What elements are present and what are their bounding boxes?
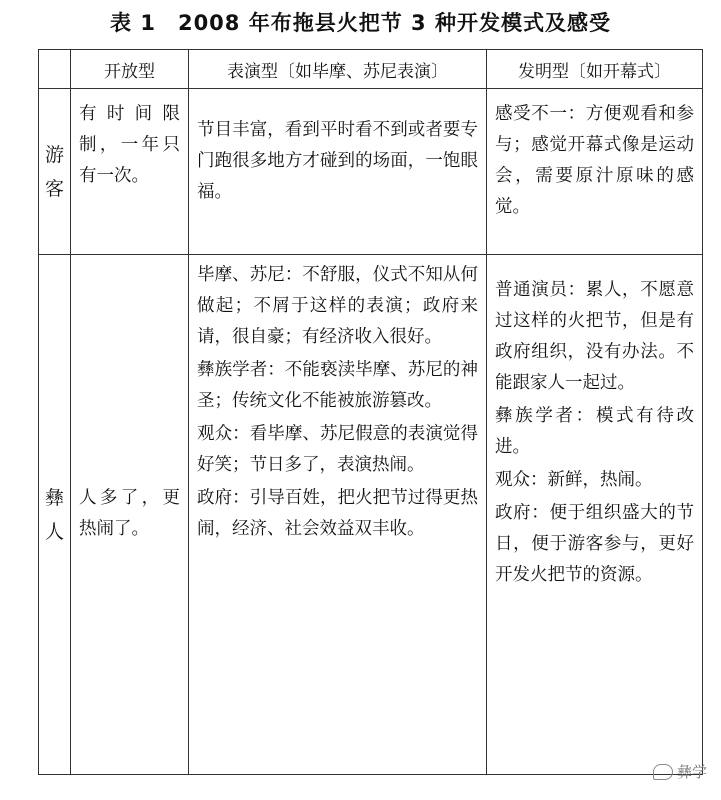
cell-text: 观众：新鲜，热闹。 [495, 470, 653, 490]
cell-tourists-open [71, 89, 189, 255]
cell-text: 人多了，更热闹了。 [79, 487, 180, 539]
header-invented-type: 发明型〔如开幕式〕 [487, 50, 703, 89]
header-performance-type: 表演型〔如毕摩、苏尼表演〕 [189, 50, 487, 89]
watermark [653, 761, 707, 782]
cell-yi-invent [487, 255, 703, 775]
cell-text: 毕摩、苏尼：不舒服，仪式不知从何做起；不屑于这样的表演；政府来请，很自豪；有经济收入很好。 [197, 265, 478, 347]
row-label-yi-people: 彝人 [39, 255, 71, 775]
cell-text: 彝族学者：不能亵渎毕摩、苏尼的神圣；传统文化不能被旅游篡改。 [197, 360, 478, 411]
cell-yi-open [71, 255, 189, 775]
table-row-yi-people [39, 255, 703, 775]
row-label-tourists: 游客 [39, 89, 71, 255]
watermark-text: 彝学 [676, 763, 707, 781]
cell-text: 政府：引导百姓，把火把节过得更热闹，经济、社会效益双丰收。 [197, 488, 478, 539]
cell-text: 有时间限制，一年只有一次。 [79, 104, 180, 186]
cell-text: 感受不一：方便观看和参与；感觉开幕式像是运动会，需要原汁原味的感觉。 [495, 104, 694, 217]
header-row [39, 50, 703, 89]
cell-text: 观众：看毕摩、苏尼假意的表演觉得好笑；节日多了，表演热闹。 [197, 424, 478, 475]
cell-text: 普通演员：累人，不愿意过这样的火把节，但是有政府组织，没有办法。不能跟家人一起过。 [495, 280, 694, 393]
development-modes-table [38, 49, 703, 775]
chat-bubble-icon [653, 764, 673, 780]
table-title: 表 1 2008 年布拖县火把节 3 种开发模式及感受 [110, 11, 611, 35]
cell-text: 节目丰富，看到平时看不到或者要专门跑很多地方才碰到的场面，一饱眼福。 [197, 120, 478, 202]
cell-yi-perform [189, 255, 487, 775]
table-row-tourists [39, 89, 703, 255]
header-empty [39, 50, 71, 89]
cell-tourists-invent [487, 89, 703, 255]
cell-tourists-perform [189, 89, 487, 255]
header-open-type: 开放型 [71, 50, 189, 89]
cell-text: 彝族学者：模式有待改进。 [495, 406, 694, 457]
cell-text: 政府：便于组织盛大的节日，便于游客参与，更好开发火把节的资源。 [495, 503, 694, 585]
